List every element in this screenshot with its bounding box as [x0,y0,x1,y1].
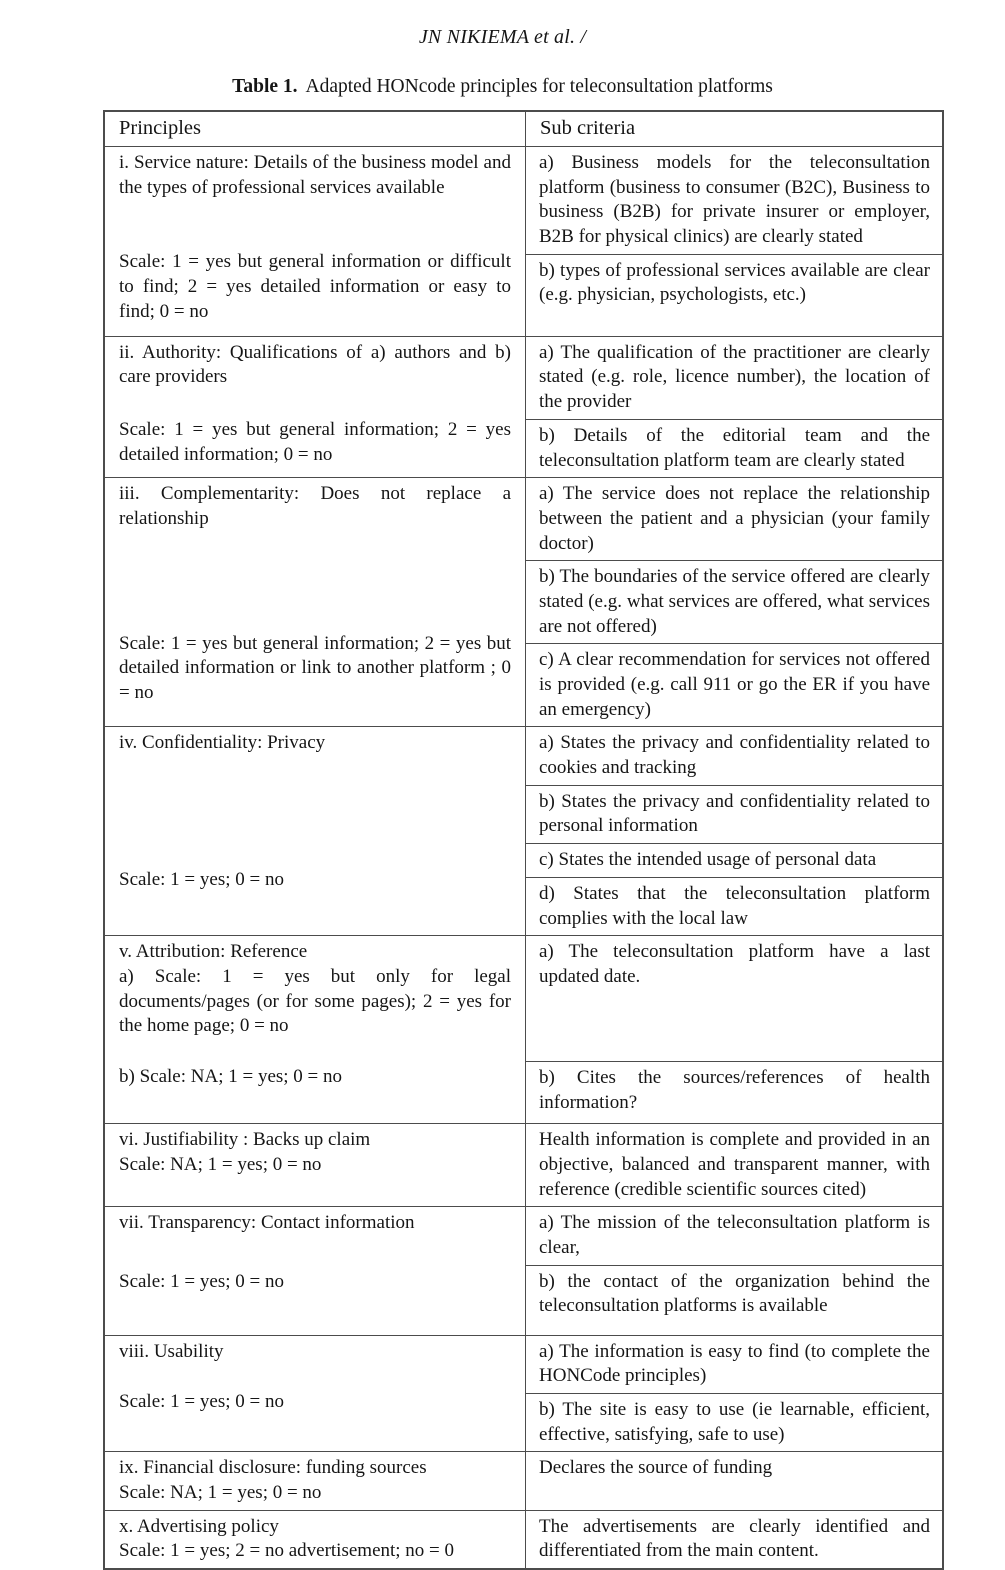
sub-criteria-cell [526,727,942,935]
principle-title: ix. Financial disclosure: funding sources [119,1457,427,1479]
sub-criterion: b) The site is easy to use (ie learnable, efficient, effective, satisfying, safe to use) [526,1393,942,1451]
sub-criterion: a) The service does not replace the relationship between the patient and a physician (your family doctor) [539,483,930,554]
principle-cell [105,147,526,336]
sub-criterion: a) States the privacy and confidentiality related to cookies and tracking [539,732,930,779]
table-row-usability [105,1335,942,1452]
sub-criterion: c) A clear recommendation for services not offered is provided (e.g. call 911 or go the ER if you have an emergency) [526,643,942,726]
table-row-service-nature [105,146,942,336]
sub-criteria-cell [526,936,942,1123]
sub-criterion: b) Cites the sources/references of health information? [526,1061,942,1123]
sub-criterion: b) Details of the editorial team and the teleconsultation platform team are clearly stated [526,419,942,477]
sub-criterion: Declares the source of funding [539,1457,773,1479]
principle-cell [105,1336,526,1452]
sub-criterion: Health information is complete and provided in an objective, balanced and transparent manner, with reference (credible scientific sources cited) [539,1129,930,1200]
principle-scale: Scale: 1 = yes; 0 = no [119,869,284,891]
principle-cell [105,1124,526,1206]
table-caption [0,76,1005,98]
sub-criterion: d) States that the teleconsultation platform complies with the local law [526,877,942,935]
sub-criteria-cell [526,1124,942,1206]
table-row-financial-disclosure [105,1451,942,1509]
principle-title: ii. Authority: Qualifications of a) authors and b) care providers [119,341,511,388]
principle-scale: Scale: NA; 1 = yes; 0 = no [119,1482,322,1504]
sub-criterion: a) Business models for the teleconsultation platform (business to consumer (B2C), Business to business (B2B) for private insurer or employer, B2B for physical clinics) are clearly stated [539,152,930,248]
table-row-transparency [105,1206,942,1334]
principle-scale: Scale: NA; 1 = yes; 0 = no [119,1153,322,1175]
principle-title: viii. Usability [119,1340,224,1362]
sub-criteria-cell [526,1336,942,1452]
sub-criterion: b) States the privacy and confidentiality related to personal information [526,785,942,843]
table-row-attribution [105,935,942,1123]
principle-cell [105,478,526,726]
sub-criteria-cell [526,1207,942,1334]
honcode-table [103,110,944,1570]
sub-criteria-cell [526,1511,942,1568]
sub-criteria-cell [526,337,942,477]
principle-cell [105,727,526,935]
principle-scale: Scale: 1 = yes; 0 = no [119,1391,284,1413]
principle-title: iii. Complementarity: Does not replace a relationship [119,483,511,529]
table-caption-text: Adapted HONcode principles for teleconsultation platforms [305,76,773,97]
table-row-justifiability [105,1123,942,1206]
sub-criterion: b) the contact of the organization behind the teleconsultation platforms is available [526,1265,942,1335]
sub-criteria-cell [526,1452,942,1509]
principle-title: x. Advertising policy [119,1515,279,1537]
table-row-confidentiality [105,726,942,935]
principle-scale: Scale: 1 = yes; 2 = no advertisement; no = 0 [119,1540,455,1562]
principle-cell [105,337,526,477]
running-head: JN NIKIEMA et al. / [418,26,587,48]
table-row-authority [105,336,942,477]
sub-criterion: b) types of professional services available are clear (e.g. physician, psychologists, etc.) [526,254,942,336]
sub-criterion: c) States the intended usage of personal data [526,843,942,877]
principle-scale: Scale: 1 = yes but general information; 2 = yes but detailed information or link to another platform ; 0 = no [119,632,511,703]
principle-scale-b: b) Scale: NA; 1 = yes; 0 = no [119,1065,343,1087]
principle-title: iv. Confidentiality: Privacy [119,732,326,754]
principle-scale-a: a) Scale: 1 = yes but only for legal documents/pages (or for some pages); 2 = yes for the home page; 0 = no [119,965,511,1037]
principle-title: vi. Justifiability : Backs up claim [119,1129,371,1151]
sub-criteria-cell [526,147,942,336]
sub-criteria-cell [526,478,942,726]
sub-criterion: a) The qualification of the practitioner are clearly stated (e.g. role, licence number), the location of the provider [539,341,930,413]
sub-criterion: The advertisements are clearly identified and differentiated from the main content. [539,1515,930,1562]
table-header-row [105,112,942,146]
principle-title: v. Attribution: Reference [119,941,308,963]
sub-criterion: a) The mission of the teleconsultation platform is clear, [539,1212,930,1258]
principle-cell [105,1511,526,1568]
principle-scale: Scale: 1 = yes but general information or difficult to find; 2 = yes detailed information or easy to find; 0 = no [119,251,511,322]
principle-cell [105,1452,526,1509]
principle-scale: Scale: 1 = yes but general information; 2 = yes detailed information; 0 = no [119,419,511,465]
sub-criterion: a) The teleconsultation platform have a last updated date. [539,941,930,987]
principle-cell [105,936,526,1123]
table-row-advertising-policy [105,1510,942,1568]
sub-criterion: a) The information is easy to find (to complete the HONCode principles) [539,1340,930,1387]
principle-scale: Scale: 1 = yes; 0 = no [119,1270,284,1292]
column-header-sub-criteria: Sub criteria [540,117,636,139]
table-row-complementarity [105,477,942,726]
sub-criterion: b) The boundaries of the service offered are clearly stated (e.g. what services are offered, what services are not offered) [526,560,942,643]
principle-title: vii. Transparency: Contact information [119,1212,415,1234]
column-header-principles: Principles [105,112,526,146]
principle-cell [105,1207,526,1334]
principle-title: i. Service nature: Details of the business model and the types of professional services available [119,152,511,198]
table-caption-label: Table 1. [232,76,298,97]
